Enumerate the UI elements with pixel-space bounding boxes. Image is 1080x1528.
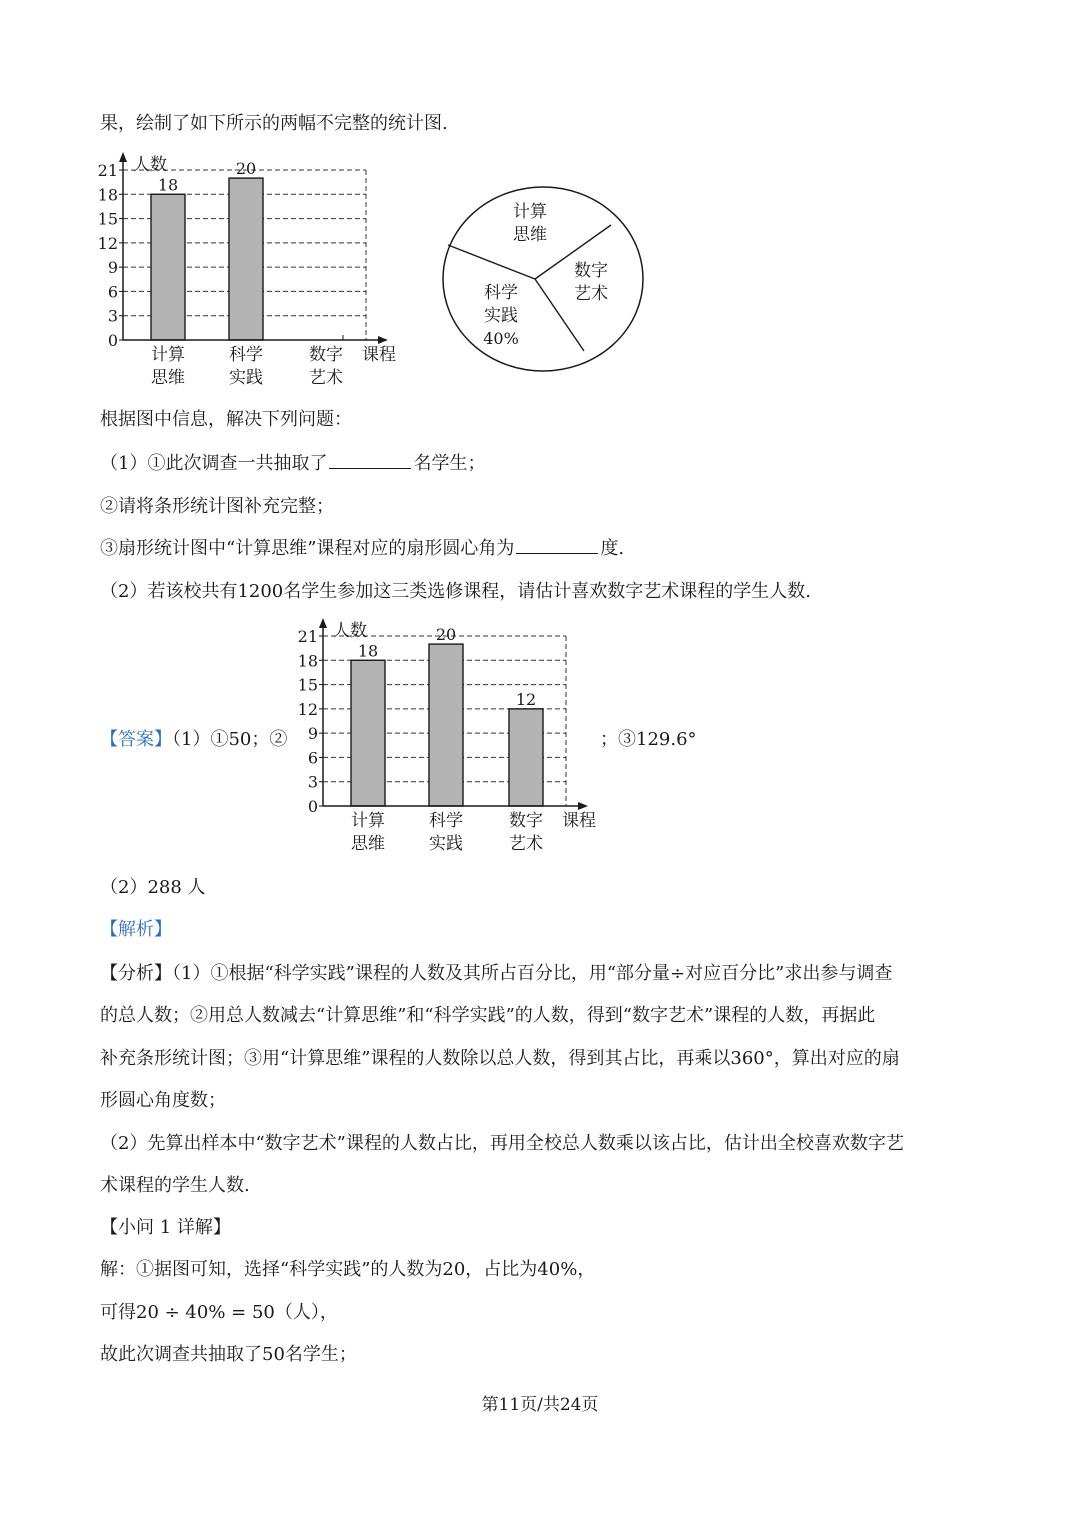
y-tick-label: 9 — [107, 258, 118, 278]
x-category-label: 艺术 — [509, 834, 543, 854]
x-category-label: 实践 — [229, 368, 263, 388]
y-tick-label: 3 — [107, 306, 118, 326]
y-tick-label: 15 — [297, 675, 318, 695]
x-axis-arrow — [378, 336, 388, 344]
x-category-label: 思维 — [151, 368, 185, 388]
pie-label-shuzi: 数字 — [574, 261, 608, 281]
bar-value-label: 18 — [157, 175, 179, 195]
y-tick-label: 12 — [297, 699, 318, 719]
solution-line: 可得20 ÷ 40% = 50（人）， — [100, 1302, 338, 1323]
y-tick-label: 21 — [97, 161, 118, 180]
y-tick-label: 9 — [307, 724, 318, 744]
answer-line-1: 【答案】（1）①50；② — [100, 729, 288, 750]
x-category-label: 数字 — [509, 811, 543, 831]
pie-label-jisuan: 计算 — [513, 202, 547, 222]
x-category-label: 科学 — [429, 811, 463, 831]
bar-value-label: 12 — [515, 689, 537, 709]
solution-line: 解：①据图可知，选择“科学实践”的人数为20，占比为40%， — [100, 1259, 596, 1280]
pie-label-yishu: 艺术 — [574, 284, 608, 304]
x-category-label: 数字 — [309, 345, 343, 365]
analysis-line: （2）先算出样本中“数字艺术”课程的人数占比，再用全校总人数乘以该占比，估计出全校喜欢数字艺 — [100, 1133, 904, 1154]
question-1-2: ②请将条形统计图补充完整； — [100, 496, 334, 517]
x-axis-arrow — [578, 802, 588, 810]
y-tick-label: 18 — [297, 651, 318, 671]
y-tick-label: 0 — [107, 331, 118, 350]
x-category-label: 计算 — [351, 811, 385, 831]
x-category-label: 计算 — [151, 345, 185, 365]
y-tick-label: 15 — [97, 209, 118, 229]
analysis-line: 术课程的学生人数. — [100, 1175, 250, 1196]
answer-line-2: （2）288 人 — [100, 877, 206, 898]
x-category-label: 艺术 — [309, 368, 343, 388]
question-2: （2）若该校共有1200名学生参加这三类选修课程，请估计喜欢数字艺术课程的学生人数. — [100, 581, 811, 602]
page-footer: 第11页/共24页 — [481, 1395, 599, 1415]
bar-chart-complete — [290, 616, 610, 861]
x-category-label: 实践 — [429, 834, 463, 854]
y-tick-label: 12 — [97, 233, 118, 253]
y-axis-title: 人数 — [333, 621, 367, 641]
answer-line-1-tail: ；③129.6° — [600, 729, 697, 750]
pie-label-kexue: 科学 — [484, 283, 518, 303]
x-axis-title: 课程 — [362, 345, 396, 365]
x-category-label: 科学 — [229, 345, 263, 365]
y-tick-label: 3 — [307, 772, 318, 792]
bar — [351, 660, 385, 806]
question-1-1: （1）①此次调查一共抽取了 名学生； — [100, 450, 485, 478]
solution-line: 故此次调查共抽取了50名学生； — [100, 1344, 357, 1365]
analysis-line: 的总人数；②用总人数减去“计算思维”和“科学实践”的人数，得到“数字艺术”课程的人数，再据此 — [100, 1005, 876, 1026]
bar-chart-incomplete — [90, 150, 410, 395]
analysis-line: 形圆心角度数； — [100, 1090, 226, 1111]
analysis-line: 补充条形统计图；③用“计算思维”课程的人数除以总人数，得到其占比，再乘以360°，算出对应的扇 — [100, 1048, 900, 1069]
pie-label-siwei: 思维 — [513, 225, 547, 245]
analysis-line: 【分析】（1）①根据“科学实践”课程的人数及其所占百分比，用“部分量÷对应百分比”求出参与调查 — [100, 963, 893, 984]
y-axis-arrow — [119, 152, 127, 162]
intro-line: 果，绘制了如下所示的两幅不完整的统计图. — [100, 113, 448, 134]
pie-divider — [448, 245, 535, 279]
answer-blank[interactable] — [516, 535, 598, 554]
y-tick-label: 21 — [297, 627, 318, 646]
bar — [151, 194, 185, 340]
sub-question-heading: 【小问 1 详解】 — [100, 1217, 231, 1238]
bar-value-label: 20 — [235, 159, 257, 179]
y-axis-title: 人数 — [133, 155, 167, 175]
y-tick-label: 0 — [307, 797, 318, 816]
bar — [509, 709, 543, 806]
bar — [429, 644, 463, 806]
bar-value-label: 18 — [357, 641, 379, 661]
x-axis-title: 课程 — [562, 811, 596, 831]
y-tick-label: 6 — [107, 282, 118, 302]
y-tick-label: 6 — [307, 748, 318, 768]
question-1-3: ③扇形统计图中“计算思维”课程对应的扇形圆心角为 度. — [100, 535, 624, 563]
y-axis-arrow — [319, 618, 327, 628]
x-category-label: 思维 — [351, 834, 385, 854]
y-tick-label: 18 — [97, 185, 118, 205]
answer-label: 【答案】 — [100, 729, 172, 750]
pie-label-percent: 40% — [483, 329, 519, 348]
bar — [229, 178, 263, 340]
answer-blank[interactable] — [329, 450, 411, 469]
question-intro: 根据图中信息，解决下列问题： — [100, 409, 352, 430]
pie-chart — [438, 185, 648, 375]
pie-label-shijian: 实践 — [484, 306, 518, 326]
analysis-label: 【解析】 — [100, 919, 172, 940]
bar-value-label: 20 — [435, 625, 457, 645]
